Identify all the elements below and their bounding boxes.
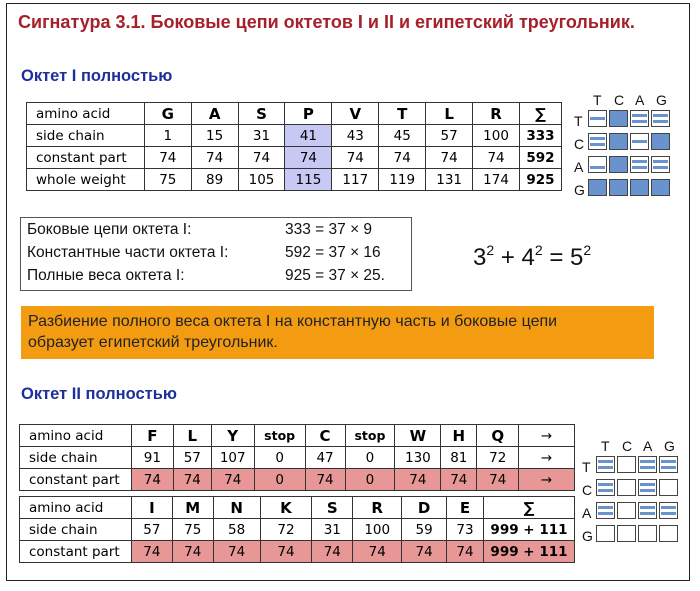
header-cell: amino acid xyxy=(20,425,132,447)
table-cell: 74 xyxy=(131,541,172,563)
grid-col-label: G xyxy=(656,92,667,108)
table-cell: 74 xyxy=(395,469,441,491)
summary-label: Константные части октета I: xyxy=(27,244,229,261)
row-label: side chain xyxy=(20,447,132,469)
table-cell: 74 xyxy=(332,147,379,169)
table-cell: 74 xyxy=(285,147,332,169)
octet1-table xyxy=(26,102,562,191)
table-cell: 1 xyxy=(144,125,191,147)
codon-cell xyxy=(659,456,678,473)
codon-cell xyxy=(596,502,615,519)
codon-cell xyxy=(630,179,649,196)
table-row xyxy=(27,147,562,169)
header-cell: Y xyxy=(211,425,254,447)
sum-cell: 592 xyxy=(519,147,561,169)
table-cell: 74 xyxy=(379,147,426,169)
sum-cell: 999 + 111 xyxy=(483,519,574,541)
table-cell: 74 xyxy=(426,147,473,169)
eq-operator: = xyxy=(549,244,564,271)
header-cell: H xyxy=(441,425,477,447)
sum-cell: 999 + 111 xyxy=(483,541,574,563)
codon-cell xyxy=(617,479,636,496)
eq-exponent: 2 xyxy=(583,242,592,258)
table-cell: 119 xyxy=(379,169,426,191)
grid-row-label: A xyxy=(574,159,584,175)
summary-label: Боковые цепи октета I: xyxy=(27,221,192,238)
codon-cell xyxy=(638,525,657,542)
codon-cell xyxy=(651,179,670,196)
sum-cell: 333 xyxy=(519,125,561,147)
header-cell: ∑ xyxy=(519,103,561,125)
grid-row-label: C xyxy=(582,482,593,498)
table-cell: 59 xyxy=(402,519,447,541)
table-row xyxy=(27,125,562,147)
grid-row-label: G xyxy=(574,182,585,198)
codon-cell xyxy=(609,110,628,127)
codon-cell xyxy=(659,525,678,542)
arrow-cell: → xyxy=(519,425,575,447)
table-cell: 89 xyxy=(191,169,238,191)
arrow-cell: → xyxy=(519,469,575,491)
table-cell: 100 xyxy=(353,519,402,541)
header-cell: I xyxy=(131,497,172,519)
codon-cell xyxy=(638,479,657,496)
table-cell: 0 xyxy=(254,447,305,469)
table-cell: 74 xyxy=(477,469,519,491)
banner-line: Разбиение полного веса октета I на константную часть и боковые цепи xyxy=(28,313,558,330)
header-cell: W xyxy=(395,425,441,447)
header-cell: K xyxy=(260,497,312,519)
summary-label: Полные веса октета I: xyxy=(27,267,185,284)
table-cell: 31 xyxy=(238,125,285,147)
table-cell: 45 xyxy=(379,125,426,147)
table-row xyxy=(20,447,575,469)
octet2-heading: Октет II полностью xyxy=(21,385,177,403)
header-cell: G xyxy=(144,103,191,125)
table-cell: 74 xyxy=(441,469,477,491)
page-title: Сигнатура 3.1. Боковые цепи октетов I и II и египетский треугольник. xyxy=(18,12,635,32)
table-cell: 81 xyxy=(441,447,477,469)
eq-exponent: 2 xyxy=(486,242,495,258)
table-cell: 47 xyxy=(305,447,345,469)
codon-cell xyxy=(651,133,670,150)
header-cell: Q xyxy=(477,425,519,447)
header-cell: M xyxy=(172,497,213,519)
table-row xyxy=(20,519,575,541)
table-cell: 74 xyxy=(131,469,173,491)
table-cell: 130 xyxy=(395,447,441,469)
table-cell: 0 xyxy=(345,447,395,469)
header-cell: N xyxy=(213,497,260,519)
row-label: side chain xyxy=(20,519,132,541)
sum-cell: 925 xyxy=(519,169,561,191)
table-cell: 107 xyxy=(211,447,254,469)
table-cell: 74 xyxy=(213,541,260,563)
octet2a-header-row xyxy=(20,425,575,447)
grid-row-label: C xyxy=(574,136,585,152)
grid-col-label: C xyxy=(614,92,625,108)
table-cell: 58 xyxy=(213,519,260,541)
conclusion-banner xyxy=(21,306,654,359)
eq-term: 3 xyxy=(473,244,487,271)
table-cell: 74 xyxy=(172,541,213,563)
octet2-table-b xyxy=(19,496,575,563)
codon-cell xyxy=(609,156,628,173)
header-cell: amino acid xyxy=(27,103,145,125)
table-cell: 74 xyxy=(312,541,353,563)
octet2b-header-row xyxy=(20,497,575,519)
grid-row-label: G xyxy=(582,528,593,544)
row-label: whole weight xyxy=(27,169,145,191)
table-row xyxy=(20,541,575,563)
table-cell: 43 xyxy=(332,125,379,147)
grid-row-label: T xyxy=(574,113,583,129)
table-row xyxy=(20,469,575,491)
grid-col-label: T xyxy=(601,438,610,454)
table-cell: 74 xyxy=(144,147,191,169)
header-cell: stop xyxy=(254,425,305,447)
table-cell: 74 xyxy=(260,541,312,563)
octet1-heading: Октет I полностью xyxy=(21,67,173,85)
table-cell: 72 xyxy=(260,519,312,541)
table-cell: 74 xyxy=(473,147,520,169)
header-cell: R xyxy=(353,497,402,519)
eq-operator: + xyxy=(500,244,515,271)
codon-cell xyxy=(630,110,649,127)
row-label: constant part xyxy=(20,541,132,563)
codon-cell xyxy=(588,156,607,173)
header-cell: L xyxy=(173,425,211,447)
codon-cell xyxy=(638,456,657,473)
header-cell: R xyxy=(473,103,520,125)
table-cell: 115 xyxy=(285,169,332,191)
arrow-cell: → xyxy=(519,447,575,469)
codon-cell xyxy=(596,525,615,542)
eq-exponent: 2 xyxy=(534,242,543,258)
table-cell: 100 xyxy=(473,125,520,147)
codon-cell xyxy=(617,525,636,542)
codon-cell xyxy=(617,456,636,473)
table-cell: 57 xyxy=(173,447,211,469)
table-cell: 0 xyxy=(345,469,395,491)
codon-cell xyxy=(630,156,649,173)
octet2-table-a xyxy=(19,424,575,491)
header-cell: L xyxy=(426,103,473,125)
grid-col-label: A xyxy=(635,92,645,108)
header-cell: F xyxy=(131,425,173,447)
table-cell: 117 xyxy=(332,169,379,191)
codon-cell xyxy=(588,133,607,150)
header-cell: stop xyxy=(345,425,395,447)
codon-cell xyxy=(609,179,628,196)
header-cell: P xyxy=(285,103,332,125)
table-cell: 91 xyxy=(131,447,173,469)
codon-cell xyxy=(651,110,670,127)
eq-term: 5 xyxy=(570,244,584,271)
header-cell: S xyxy=(238,103,285,125)
codon-cell xyxy=(630,133,649,150)
table-cell: 74 xyxy=(211,469,254,491)
header-cell: D xyxy=(402,497,447,519)
row-label: constant part xyxy=(27,147,145,169)
grid-col-label: G xyxy=(664,438,675,454)
table-cell: 75 xyxy=(172,519,213,541)
header-cell: ∑ xyxy=(483,497,574,519)
codon-cell xyxy=(638,502,657,519)
table-row xyxy=(27,169,562,191)
table-cell: 74 xyxy=(173,469,211,491)
pythagorean-equation xyxy=(473,242,591,272)
table-cell: 105 xyxy=(238,169,285,191)
table-cell: 57 xyxy=(426,125,473,147)
summary-box xyxy=(20,217,412,291)
summary-value: 925 = 37 × 25. xyxy=(285,267,385,284)
table-cell: 174 xyxy=(473,169,520,191)
codon-cell xyxy=(588,110,607,127)
codon-cell xyxy=(651,156,670,173)
header-cell: C xyxy=(305,425,345,447)
codon-grid-octet2 xyxy=(578,437,682,549)
codon-grid-octet1 xyxy=(570,91,674,203)
header-cell: T xyxy=(379,103,426,125)
header-cell: E xyxy=(447,497,484,519)
header-cell: amino acid xyxy=(20,497,132,519)
table-cell: 131 xyxy=(426,169,473,191)
row-label: constant part xyxy=(20,469,132,491)
codon-cell xyxy=(659,479,678,496)
codon-cell xyxy=(617,502,636,519)
grid-col-label: A xyxy=(643,438,653,454)
grid-row-label: A xyxy=(582,505,592,521)
header-cell: A xyxy=(191,103,238,125)
codon-cell xyxy=(588,179,607,196)
codon-cell xyxy=(659,502,678,519)
summary-value: 592 = 37 × 16 xyxy=(285,244,381,261)
table-cell: 73 xyxy=(447,519,484,541)
table-cell: 0 xyxy=(254,469,305,491)
codon-cell xyxy=(596,479,615,496)
table-cell: 74 xyxy=(353,541,402,563)
header-cell: V xyxy=(332,103,379,125)
eq-term: 4 xyxy=(521,244,535,271)
table-cell: 15 xyxy=(191,125,238,147)
header-cell: S xyxy=(312,497,353,519)
table-cell: 41 xyxy=(285,125,332,147)
codon-cell xyxy=(609,133,628,150)
summary-value: 333 = 37 × 9 xyxy=(285,221,373,238)
grid-row-label: T xyxy=(582,459,591,475)
table-cell: 74 xyxy=(305,469,345,491)
table-cell: 72 xyxy=(477,447,519,469)
grid-col-label: C xyxy=(622,438,633,454)
table-cell: 31 xyxy=(312,519,353,541)
table-cell: 75 xyxy=(144,169,191,191)
table-cell: 74 xyxy=(402,541,447,563)
octet1-header-row xyxy=(27,103,562,125)
row-label: side chain xyxy=(27,125,145,147)
table-cell: 74 xyxy=(238,147,285,169)
grid-col-label: T xyxy=(593,92,602,108)
codon-cell xyxy=(596,456,615,473)
table-cell: 57 xyxy=(131,519,172,541)
banner-line: образует египетский треугольник. xyxy=(28,334,278,351)
table-cell: 74 xyxy=(447,541,484,563)
table-cell: 74 xyxy=(191,147,238,169)
